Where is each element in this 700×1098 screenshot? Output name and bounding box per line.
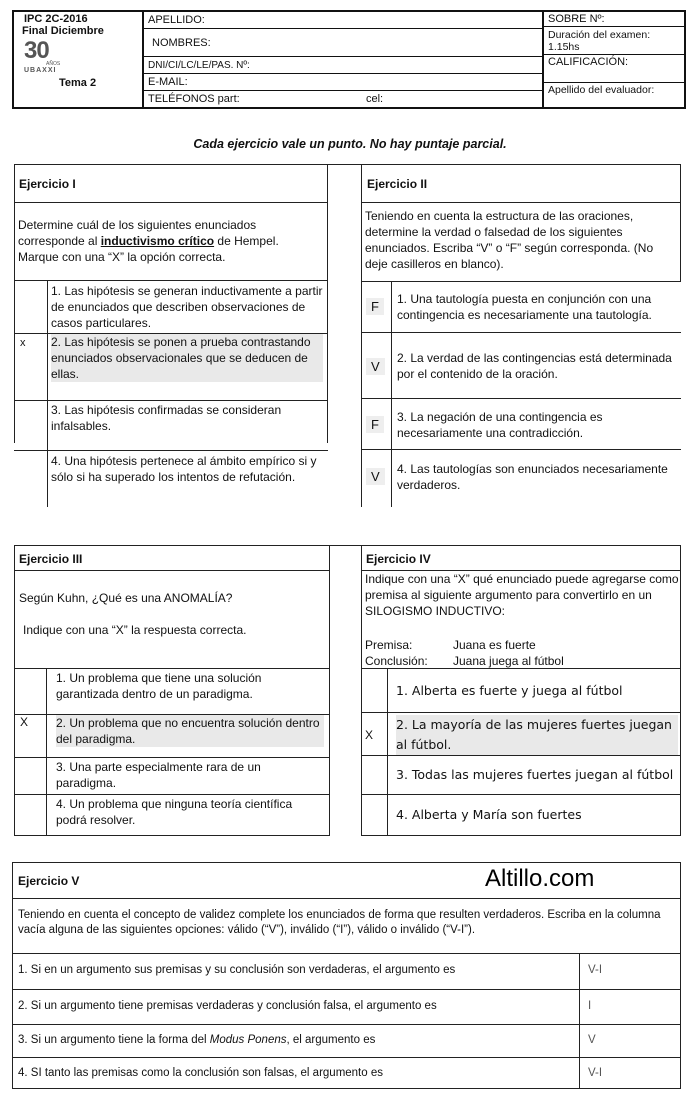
ubaxxi-logo [24, 39, 64, 73]
exam-name: Final Diciembre [22, 25, 104, 37]
column-gap [328, 164, 362, 508]
email-field[interactable] [144, 74, 542, 91]
ex3-prompt-1: Según Kuhn, ¿Qué es una ANOMALÍA? [19, 591, 233, 605]
ex5-row-3-a: 3. Si un argumento tiene la forma del [18, 1034, 210, 1046]
apellido-label: APELLIDO: [148, 14, 205, 26]
ex4-option-2: 2. La mayoría de las mujeres fuertes juegan al fútbol. [396, 715, 678, 755]
ex1-prompt-a: Determine cuál de los siguientes enunciados corresponde al [18, 218, 257, 248]
ex4-conclusion-label: Conclusión: [365, 654, 428, 668]
ex4-premisa-label: Premisa: [365, 638, 413, 652]
ex5-row-1: 1. Si en un argumento sus premisas y su conclusión son verdaderas, el argumento es [18, 964, 456, 976]
ex3-option-1: 1. Un problema que tiene una solución garantizada dentro de un paradigma. [56, 671, 262, 701]
cel-label: cel: [366, 93, 384, 105]
telefonos-field[interactable] [144, 91, 542, 107]
ex3-title: Ejercicio III [19, 552, 83, 566]
ex5-answer-3[interactable]: V [588, 1034, 596, 1046]
evaluador-field[interactable] [544, 82, 684, 107]
apellido-field[interactable] [144, 12, 542, 29]
divider [12, 989, 681, 990]
telefonos-label: TELÉFONOS part: [148, 93, 240, 105]
divider [361, 668, 681, 669]
duracion-label: Duración del examen: 1.15hs [548, 29, 651, 53]
ex2-title: Ejercicio II [367, 177, 428, 191]
ex1-option-4: 4. Una hipótesis pertenece al ámbito empírico si y sólo si ha superado los intentos de refutación. [51, 454, 317, 484]
divider [12, 1057, 681, 1058]
ex5-row-2: 2. Si un argumento tiene premisas verdaderas y conclusión falsa, el argumento es [18, 1000, 437, 1012]
ex1-option-1: 1. Las hipótesis se generan inductivamente a partir de enunciados que describen observaciones de casos particulares. [51, 284, 323, 330]
header-left-panel [14, 12, 144, 107]
ex2-answer-1[interactable] [366, 298, 384, 315]
divider [47, 280, 48, 507]
ex1-option-2: 2. Las hipótesis se ponen a prueba contrastando enunciados observacionales que se deducen de ellas. [51, 334, 323, 382]
ex5-answer-1[interactable]: V-I [588, 964, 603, 976]
ex2-title-cell [361, 164, 681, 203]
nombres-label: NOMBRES: [152, 37, 211, 49]
sobre-label: SOBRE Nº: [548, 13, 605, 25]
ex4-option-1: 1. Alberta es fuerte y juega al fútbol [396, 683, 623, 698]
ex4-prompt: Indique con una “X” qué enunciado puede agregarse como premisa al siguiente argumento para convertirlo en un SILOGISMO INDUCTIVO: [365, 572, 679, 618]
ex3-option-3: 3. Una parte especialmente rara de un paradigma. [56, 760, 261, 790]
divider [361, 712, 681, 713]
ex2-prompt: Teniendo en cuenta la estructura de las oraciones, determine la verdad o falsedad de los siguientes enunciados. Escriba “V” o “F” según corresponda. (No deje casilleros en blanco). [365, 209, 654, 271]
ex2-answer-2-value: V [366, 358, 385, 375]
ex1-title: Ejercicio I [19, 177, 76, 191]
ejercicio-3 [14, 545, 330, 836]
ex4-mark-2[interactable]: X [365, 728, 374, 742]
ex5-row-3-b: , el argumento es [286, 1034, 376, 1046]
divider [14, 570, 330, 571]
ex2-answer-2[interactable] [366, 358, 385, 375]
ex1-prompt [18, 217, 318, 265]
altillo-watermark: Altillo.com [485, 865, 595, 892]
nombres-field[interactable] [144, 29, 542, 57]
header-right-panel [544, 12, 684, 107]
ex1-prompt-bold: inductivismo crítico [100, 234, 215, 248]
exam-header [12, 10, 686, 109]
calificacion-field[interactable] [544, 55, 684, 82]
ex4-title: Ejercicio IV [366, 552, 431, 566]
tema-label: Tema 2 [59, 77, 97, 89]
divider [14, 794, 330, 795]
ex3-prompt-2: Indique con una “X” la respuesta correcta. [23, 623, 247, 637]
header-student-fields [144, 12, 544, 107]
ex1-prompt-c: de Hempel. Marque con una “X” la opción correcta. [18, 234, 279, 264]
sobre-field[interactable] [544, 12, 684, 27]
divider [361, 794, 681, 795]
calificacion-label: CALIFICACIÓN: [548, 56, 629, 68]
ex2-answer-1-value: F [366, 298, 384, 315]
ex5-prompt: Teniendo en cuenta el concepto de validez complete los enunciados de forma que resulten verdaderos. Escriba en la columna vacía alguna de las siguientes opciones: válido (“V”), inválido (“I”), válido o inválido (“V-I”). [18, 909, 661, 936]
divider [361, 202, 362, 507]
ex5-row-3 [18, 1034, 375, 1046]
divider [12, 898, 681, 899]
ex2-answer-3-value: F [366, 416, 384, 433]
divider [361, 449, 681, 450]
ejercicio-2 [361, 164, 681, 507]
divider [14, 280, 328, 281]
ex4-option-4: 4. Alberta y María son fuertes [396, 807, 582, 822]
divider [391, 281, 392, 507]
divider [14, 450, 328, 451]
divider [46, 668, 47, 836]
logo-number: 30 [24, 37, 49, 64]
ex2-answer-3[interactable] [366, 416, 384, 433]
logo-small-text: AÑOS [46, 61, 61, 67]
ex5-answer-2[interactable]: I [588, 1000, 592, 1012]
ex5-answer-4[interactable]: V-I [588, 1067, 603, 1079]
divider [14, 757, 330, 758]
divider [361, 281, 681, 282]
logo-org: UBAXXI [24, 67, 57, 74]
dni-field[interactable] [144, 57, 542, 74]
ejercicio-4 [361, 545, 681, 836]
ex5-row-4: 4. SI tanto las premisas como la conclusión son falsas, el argumento es [18, 1067, 383, 1079]
ex2-option-3: 3. La negación de una contingencia es necesariamente una contradicción. [397, 410, 603, 440]
divider [361, 398, 681, 399]
divider [361, 332, 681, 333]
evaluador-label: Apellido del evaluador: [548, 84, 655, 96]
ex3-option-4: 4. Un problema que ninguna teoría científica podrá resolver. [56, 797, 293, 827]
ex2-option-4: 4. Las tautologías son enunciados necesariamente verdaderos. [397, 462, 668, 492]
ex2-option-2: 2. La verdad de las contingencias está determinada por el contenido de la oración. [397, 351, 672, 381]
ex4-option-3: 3. Todas las mujeres fuertes juegan al fútbol [396, 767, 674, 782]
ex1-title-cell [14, 164, 328, 203]
divider [361, 755, 681, 756]
ex1-option-3: 3. Las hipótesis confirmadas se consideran infalsables. [51, 403, 282, 433]
divider [387, 668, 388, 836]
ex4-conclusion: Juana juega al fútbol [453, 654, 564, 668]
divider [680, 202, 681, 282]
ex1-mark-2[interactable]: x [20, 337, 26, 349]
ex2-answer-4-value: V [366, 468, 385, 485]
exam-instructions: Cada ejercicio vale un punto. No hay puntaje parcial. [193, 137, 507, 151]
divider [579, 953, 580, 1089]
divider [12, 1024, 681, 1025]
ex5-row-3-italic: Modus Ponens [209, 1034, 287, 1046]
dni-label: DNI/CI/LC/LE/PAS. Nº: [148, 60, 250, 71]
ejercicio-1 [14, 164, 328, 507]
course-code: IPC 2C-2016 [24, 13, 88, 25]
ex5-title: Ejercicio V [18, 874, 80, 888]
ex4-premisa: Juana es fuerte [453, 638, 536, 652]
divider [14, 400, 328, 401]
ex2-option-1: 1. Una tautología puesta en conjunción con una contingencia es necesariamente una tautología. [397, 292, 652, 322]
ex3-mark-2[interactable]: X [20, 715, 29, 729]
ex2-answer-4[interactable] [366, 468, 385, 485]
ex3-option-2: 2. Un problema que no encuentra solución dentro del paradigma. [56, 715, 324, 747]
divider [14, 668, 330, 669]
email-label: E-MAIL: [148, 76, 188, 88]
column-gap [330, 545, 361, 546]
duracion-field [544, 27, 684, 55]
ejercicio-5 [12, 862, 681, 1089]
divider [12, 953, 681, 954]
